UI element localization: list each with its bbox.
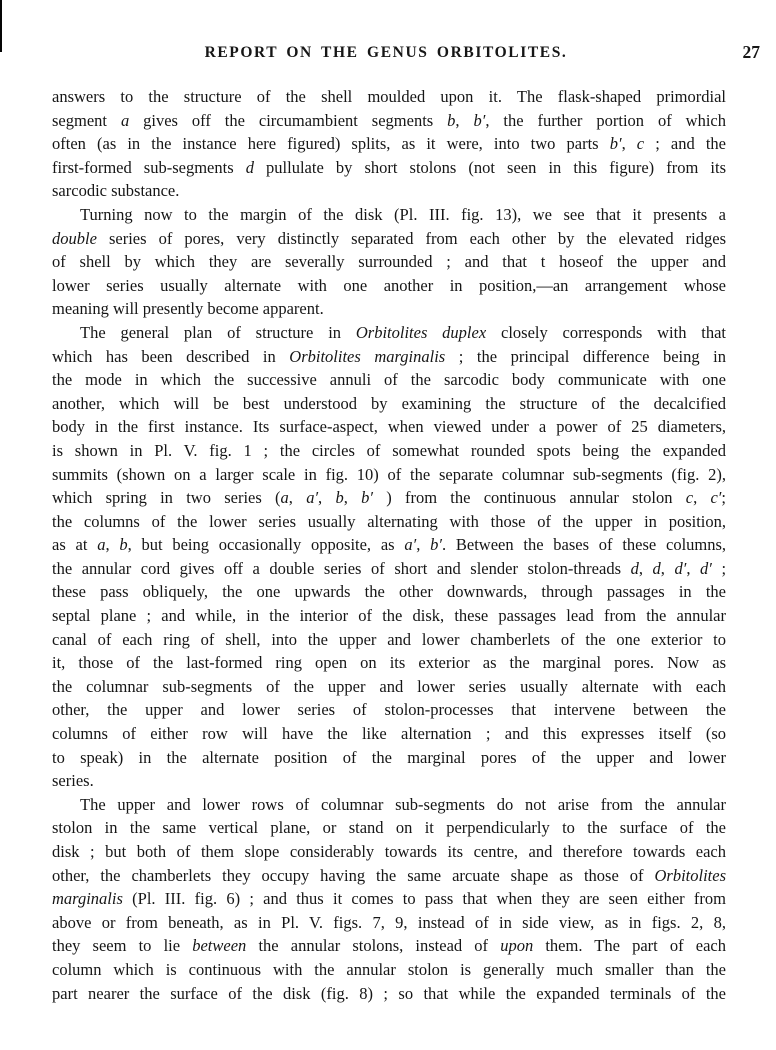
text-line: sarcodic substance. [52, 181, 180, 201]
italic-term: b′ [361, 488, 373, 508]
italic-term: double [52, 228, 97, 248]
text-line: as at a, b, but being occasionally opposite, as a′, b′. Between the bases of these columns, [52, 535, 726, 555]
text-block [52, 85, 726, 1005]
text-line: part nearer the surface of the disk (fig. 8) ; so that while the expanded terminals of the [52, 983, 726, 1003]
paragraph [52, 321, 726, 793]
italic-term: Orbitolites duplex [355, 322, 487, 342]
text-line: marginalis (Pl. III. fig. 6) ; and thus it comes to pass that when they are seen either from [52, 889, 726, 909]
scan-edge-artifact [0, 0, 2, 52]
page-title: REPORT ON THE GENUS ORBITOLITES. [204, 44, 568, 61]
text-line: above or from beneath, as in Pl. V. figs. 7, 9, instead of in side view, as in figs. 2, 8, [52, 912, 726, 932]
text-line: other, the chamberlets they occupy having the same arcuate shape as those of Orbitolites [52, 865, 726, 885]
text-line: the annular cord gives off a double series of short and slender stolon-threads d, d, d′, d′ ; [52, 558, 726, 578]
text-line: septal plane ; and while, in the interior of the disk, these passages lead from the annular [52, 606, 726, 626]
italic-term: b′ [473, 110, 486, 130]
text-line: the columnar sub-segments of the upper and lower series usually alternate with each [52, 676, 726, 696]
text-line: column which is continuous with the annular stolon is generally much smaller than the [52, 959, 726, 979]
italic-term: d [245, 157, 254, 177]
italic-term: c [685, 488, 694, 508]
text-line: the columns of the lower series usually alternating with those of the upper in position, [52, 511, 726, 531]
italic-term: d [652, 558, 661, 578]
text-line: it, those of the last-formed ring open on its exterior as the marginal pores. Now as [52, 653, 726, 673]
text-line: to speak) in the alternate position of the marginal pores of the upper and lower [52, 747, 726, 767]
text-line: double series of pores, very distinctly separated from each other by the elevated ridges [52, 228, 726, 248]
page-number: 27 [742, 42, 760, 62]
italic-term: Orbitolites marginalis [289, 346, 446, 366]
italic-term: d′ [674, 558, 687, 578]
text-line: another, which will be best understood by examining the structure of the decalcified [52, 393, 726, 413]
text-line: summits (shown on a larger scale in fig. 10) of the separate columnar sub-segments (fig. 2), [52, 464, 726, 484]
text-line: series. [52, 771, 94, 791]
italic-term: c′ [710, 488, 722, 508]
italic-term: a [280, 488, 289, 508]
italic-term: d [630, 558, 639, 578]
paragraph [52, 85, 726, 203]
text-line: these pass obliquely, the one upwards the other downwards, through passages in the [52, 582, 726, 602]
italic-term: between [192, 936, 247, 956]
text-line: other, the upper and lower series of stolon-processes that intervene between the [52, 700, 726, 720]
text-line: of shell by which they are severally surrounded ; and that t hoseof the upper and [52, 252, 726, 272]
text-line: which has been described in Orbitolites marginalis ; the principal difference being in [52, 346, 726, 366]
text-line: The general plan of structure in Orbitolites duplex closely corresponds with that [80, 322, 726, 342]
text-line: answers to the structure of the shell moulded upon it. The flask-shaped primordial [52, 87, 726, 106]
text-line: is shown in Pl. V. fig. 1 ; the circles of somewhat rounded spots being the expanded [52, 440, 726, 460]
italic-term: a′ [306, 488, 319, 508]
text-line: stolon in the same vertical plane, or stand on it perpendicularly to the surface of the [52, 818, 726, 838]
italic-term: marginalis [52, 889, 123, 909]
text-line: they seem to lie between the annular stolons, instead of upon them. The part of each [52, 936, 726, 956]
italic-term: a [120, 110, 130, 130]
text-line: segment a gives off the circumambient segments b, b′, the further portion of which [52, 110, 726, 130]
text-line: columns of either row will have the like alternation ; and this expresses itself (so [52, 724, 726, 744]
italic-term: a [97, 535, 106, 555]
text-line: The upper and lower rows of columnar sub-segments do not arise from the annular [80, 794, 726, 814]
text-line: Turning now to the margin of the disk (Pl. III. fig. 13), we see that it presents a [80, 204, 726, 224]
italic-term: a′ [404, 535, 417, 555]
italic-term: Orbitolites [654, 865, 726, 885]
text-line: lower series usually alternate with one another in position,—an arrangement whose [52, 275, 726, 295]
italic-term: b [119, 535, 128, 555]
text-line: meaning will presently become apparent. [52, 299, 324, 319]
text-line: which spring in two series (a, a′, b, b′ ) from the continuous annular stolon c, c′; [52, 488, 726, 508]
text-line: first-formed sub-segments d pullulate by short stolons (not seen in this figure) from its [52, 157, 726, 177]
text-line: disk ; but both of them slope considerably towards its centre, and therefore towards each [52, 842, 726, 861]
italic-term: c [636, 134, 645, 154]
italic-term: d′ [700, 558, 712, 578]
text-line: body in the first instance. Its surface-aspect, when viewed under a power of 25 diameters, [52, 417, 726, 437]
text-line: canal of each ring of shell, into the upper and lower chamberlets of the one exterior to [52, 629, 726, 649]
italic-term: b′ [430, 535, 442, 555]
text-line: often (as in the instance here figured) splits, as it were, into two parts b′, c ; and the [52, 134, 726, 154]
italic-term: b [447, 110, 456, 130]
running-header [52, 44, 760, 66]
paragraph [52, 203, 726, 321]
italic-term: b′ [609, 134, 622, 154]
italic-term: b [335, 488, 344, 508]
italic-term: upon [500, 936, 534, 956]
text-line: the mode in which the successive annuli of the sarcodic body communicate with one [52, 370, 726, 390]
paragraph [52, 793, 726, 1005]
